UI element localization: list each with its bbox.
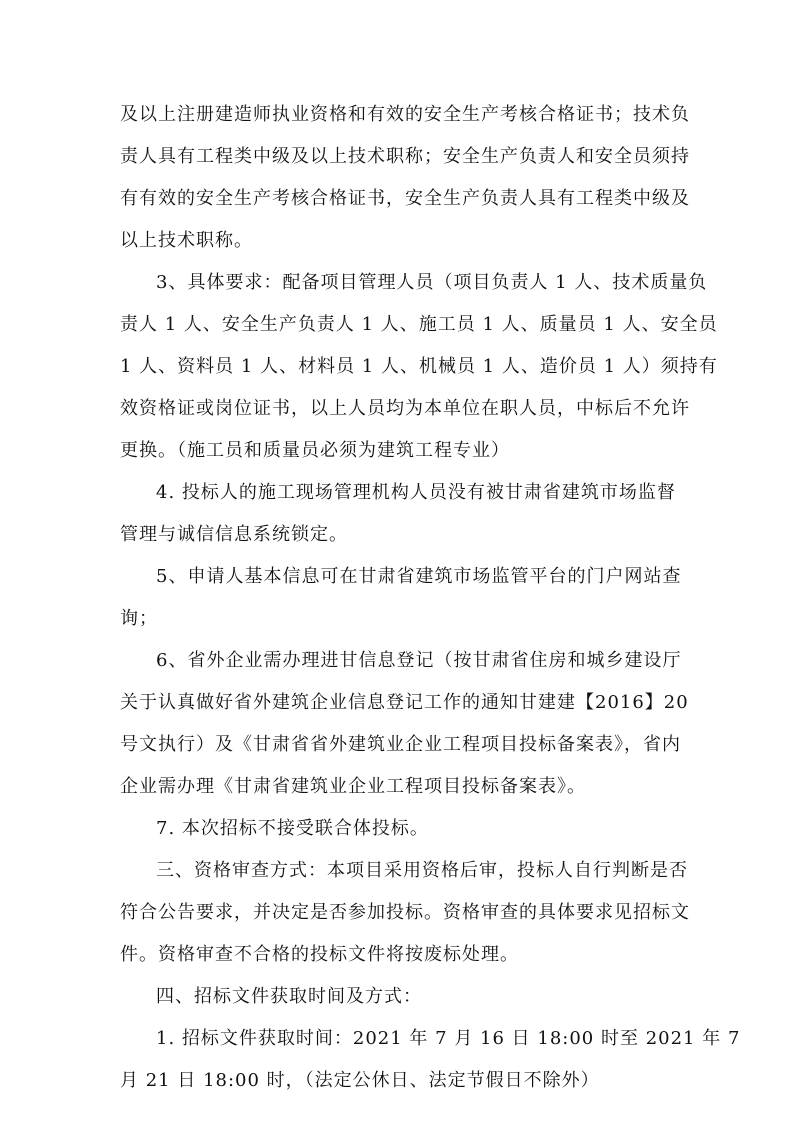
text-line: 5、申请人基本信息可在甘肃省建筑市场监管平台的门户网站查 bbox=[156, 566, 682, 587]
text-line: 关于认真做好省外建筑企业信息登记工作的通知甘建建【2016】20 bbox=[120, 692, 689, 713]
text-line: 件。资格审查不合格的投标文件将按废标处理。 bbox=[120, 944, 519, 965]
text-line: 号文执行）及《甘肃省省外建筑业企业工程项目投标备案表》，省内 bbox=[120, 734, 681, 755]
text-line: 更换。（施工员和质量员必须为建筑工程专业） bbox=[120, 440, 510, 461]
text-line: 月 21 日 18:00 时，（法定公休日、法定节假日不除外） bbox=[120, 1070, 600, 1091]
text-line: 询； bbox=[120, 608, 158, 629]
text-line: 三、资格审查方式：本项目采用资格后审，投标人自行判断是否 bbox=[156, 860, 688, 881]
text-line: 1. 招标文件获取时间：2021 年 7 月 16 日 18:00 时至 2021 年 7 bbox=[156, 1028, 741, 1049]
text-line: 4. 投标人的施工现场管理机构人员没有被甘肃省建筑市场监督 bbox=[156, 482, 676, 503]
text-line: 1 人、资料员 1 人、材料员 1 人、机械员 1 人、造价员 1 人）须持有 bbox=[120, 356, 718, 377]
text-line: 有有效的安全生产考核合格证书，安全生产负责人具有工程类中级及 bbox=[120, 188, 690, 209]
text-line: 企业需办理《甘肃省建筑业企业工程项目投标备案表》。 bbox=[120, 776, 586, 797]
section-heading: 四、招标文件获取时间及方式： bbox=[156, 986, 422, 1007]
text-line: 以上技术职称。 bbox=[120, 230, 253, 251]
text-line: 符合公告要求，并决定是否参加投标。资格审查的具体要求见招标文 bbox=[120, 902, 690, 923]
text-line: 3、具体要求：配备项目管理人员（项目负责人 1 人、技术质量负 bbox=[156, 272, 708, 293]
text-line: 效资格证或岗位证书，以上人员均为本单位在职人员，中标后不允许 bbox=[120, 398, 690, 419]
text-line: 管理与诚信信息系统锁定。 bbox=[120, 524, 348, 545]
text-line: 及以上注册建造师执业资格和有效的安全生产考核合格证书；技术负 bbox=[120, 104, 690, 125]
text-line: 责人 1 人、安全生产负责人 1 人、施工员 1 人、质量员 1 人、安全员 bbox=[120, 314, 718, 335]
text-line: 责人具有工程类中级及以上技术职称；安全生产负责人和安全员须持 bbox=[120, 146, 690, 167]
text-line: 6、省外企业需办理进甘信息登记（按甘肃省住房和城乡建设厅 bbox=[156, 650, 682, 671]
text-line: 7. 本次招标不接受联合体投标。 bbox=[156, 818, 429, 839]
